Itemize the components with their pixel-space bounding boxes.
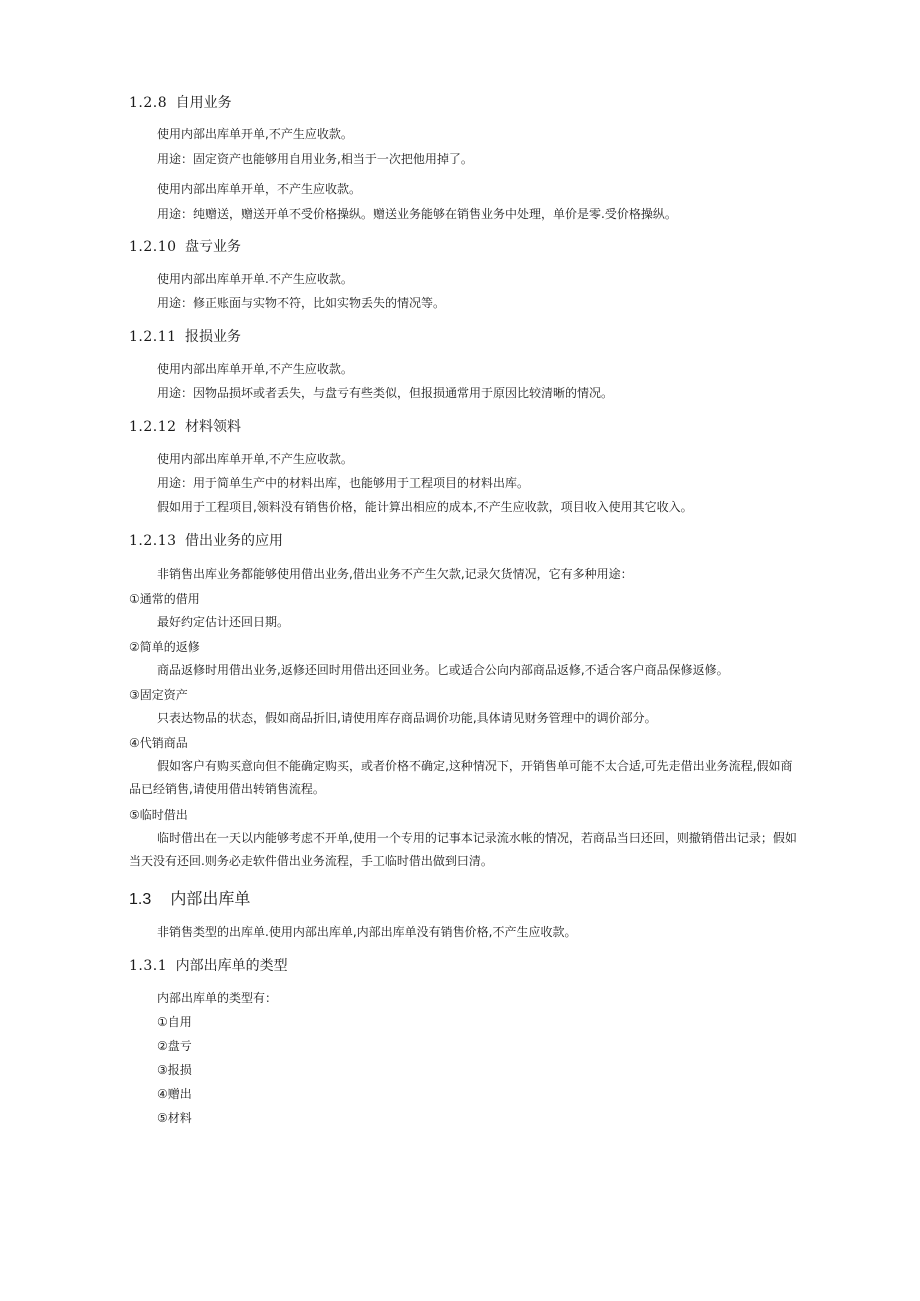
paragraph: 非销售出库业务都能够使用借出业务,借出业务不产生欠款,记录欠货情况，它有多种用途： [157,567,633,581]
paragraph: 假如用于工程项目,领料没有销售价格，能计算出相应的成本,不产生应收款，项目收入使用其它收入。 [157,500,693,514]
heading-1-2-12 [129,416,241,436]
list-item-title: ④代销商品 [129,736,188,750]
heading-1-2-13 [129,530,283,550]
paragraph: 非销售类型的出库单.使用内部出库单,内部出库单没有销售价格,不产生应收款。 [157,925,577,939]
paragraph: 用途：固定资产也能够用自用业务,相当于一次把他用掉了。 [157,152,473,166]
heading-1-3-1 [129,955,288,975]
paragraph: 内部出库单的类型有： [157,991,278,1005]
section-number: 1.3 [129,891,152,908]
section-title: 借出业务的应用 [184,533,283,549]
section-number: 1.3.1 [129,958,168,974]
list-item-title: ②简单的返修 [129,640,200,654]
section-title: 内部出库单的类型 [175,958,288,974]
list-item: ⑤材料 [157,1111,192,1125]
paragraph: 假如客户有购买意向但不能确定购买，或者价格不确定,这种情况下，开销售单可能不太合适,可先走借出业务流程,假如商品已经销售,请使用借出转销售流程。 [129,759,793,796]
section-number: 1.2.12 [129,419,177,435]
section-title: 自用业务 [175,95,232,111]
section-number: 1.2.13 [129,533,177,549]
section-number: 1.2.11 [129,329,177,345]
list-item-title: ③固定资产 [129,688,188,702]
heading-1-2-8 [129,92,232,112]
heading-1-2-11 [129,326,241,346]
paragraph: 用途：用于简单生产中的材料出库，也能够用于工程项目的材料出库。 [157,476,530,490]
section-title: 内部出库单 [170,889,251,908]
list-item-title: ⑤临时借出 [129,808,188,822]
list-item: ④赠出 [157,1087,192,1101]
paragraph: 使用内部出库单开单,不产生应收款。 [157,127,353,141]
paragraph: 只表达物品的状态，假如商品折旧,请使用库存商品调价功能,具体请见财务管理中的调价部分。 [157,711,657,725]
list-item-title: ①通常的借用 [129,592,200,606]
paragraph: 用途：因物品损坏或者丢失，与盘亏有些类似，但报损通常用于原因比较清晰的情况。 [157,386,614,400]
section-title: 盘亏业务 [184,239,241,255]
section-number: 1.2.8 [129,95,168,111]
heading-1-2-10 [129,236,241,256]
list-item: ①自用 [157,1015,192,1029]
paragraph: 临时借出在一天以内能够考虑不开单,使用一个专用的记事本记录流水帐的情况，若商品当曰还回，则撤销借出记录；假如当天没有还回.则务必走软件借出业务流程，手工临时借出做到曰清。 [129,831,797,868]
list-item: ③报损 [157,1063,192,1077]
heading-1-3 [129,886,250,909]
paragraph: 用途：纯赠送，赠送开单不受价格操纵。赠送业务能够在销售业务中处理，单价是零.受价格操纵。 [157,207,677,221]
paragraph: 用途：修正账面与实物不符，比如实物丢失的情况等。 [157,296,446,310]
paragraph: 最好约定估计还回日期。 [157,615,290,629]
section-title: 报损业务 [184,329,241,345]
paragraph: 使用内部出库单开单.不产生应收款。 [157,272,353,286]
section-title: 材料领料 [184,419,241,435]
section-number: 1.2.10 [129,239,177,255]
paragraph: 商品返修时用借出业务,返修还回时用借出还回业务。匕或适合公向内部商品返修,不适合客户商品保修返修。 [157,663,729,677]
paragraph: 使用内部出库单开单,不产生应收款。 [157,362,353,376]
paragraph: 使用内部出库单开单,不产生应收款。 [157,452,353,466]
paragraph: 使用内部出库单开单，不产生应收款。 [157,182,362,196]
list-item: ②盘亏 [157,1039,192,1053]
